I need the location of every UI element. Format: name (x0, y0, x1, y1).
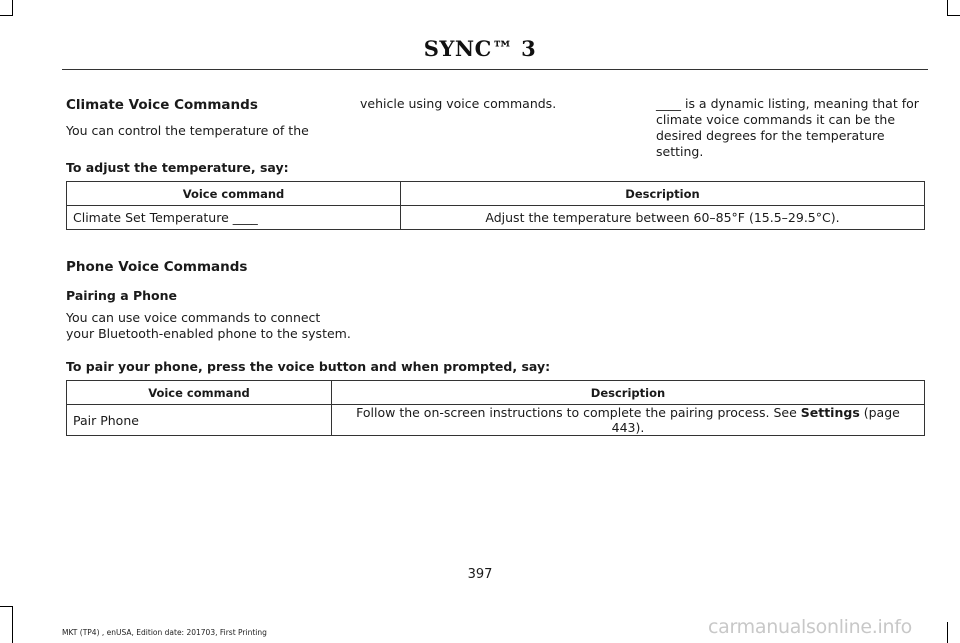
page-reference: (page 443). (611, 405, 900, 435)
page-header-title: SYNC™ 3 (423, 36, 537, 61)
pairing-intro (66, 310, 351, 342)
column-header-voice-command: Voice command (67, 182, 401, 206)
header-divider (62, 69, 928, 70)
watermark: carmanualsonline.info (708, 616, 912, 638)
table-header-row (67, 182, 925, 206)
description-text: Follow the on-screen instructions to complete the pairing process. See (356, 405, 801, 420)
pairing-command-table (66, 380, 925, 436)
crop-mark-bottom-left-v (12, 606, 13, 643)
cell-description (332, 405, 925, 436)
cell-voice-command: Climate Set Temperature ____ (67, 206, 401, 230)
climate-note-line-2: climate voice commands it can be the (656, 112, 896, 127)
crop-mark-top-right-h (947, 15, 960, 16)
column-header-description: Description (332, 381, 925, 405)
pairing-subheading: Pairing a Phone (66, 288, 178, 303)
edition-note: MKT (TP4) , enUSA, Edition date: 201703, First Printing (62, 628, 267, 637)
crop-mark-top-left-h (0, 15, 13, 16)
climate-note-line-3: desired degrees for the temperature setting. (656, 128, 885, 159)
cell-description: Adjust the temperature between 60–85°F (15.5–29.5°C). (401, 206, 925, 230)
table-header-row (67, 381, 925, 405)
cell-voice-command: Pair Phone (67, 405, 332, 436)
crop-mark-bottom-left-h (0, 606, 13, 607)
pairing-intro-line-1: You can use voice commands to connect (66, 310, 321, 325)
crop-mark-top-left-v (12, 0, 13, 16)
crop-mark-top-right-v (947, 0, 948, 16)
table-row (67, 206, 925, 230)
climate-lead-text: To adjust the temperature, say: (66, 160, 289, 175)
column-header-description: Description (401, 182, 925, 206)
column-header-voice-command: Voice command (67, 381, 332, 405)
settings-link[interactable]: Settings (800, 405, 860, 420)
climate-intro-col2: vehicle using voice commands. (360, 96, 557, 111)
crop-mark-bottom-right-v (947, 622, 948, 643)
page-number: 397 (467, 567, 493, 582)
climate-command-table (66, 181, 925, 230)
climate-note (656, 96, 931, 160)
climate-note-line-1: ____ is a dynamic listing, meaning that for (656, 96, 919, 111)
climate-heading: Climate Voice Commands (66, 97, 258, 113)
table-row (67, 405, 925, 436)
pairing-intro-line-2: your Bluetooth-enabled phone to the system. (66, 326, 351, 341)
phone-heading: Phone Voice Commands (66, 259, 248, 275)
pairing-lead-text: To pair your phone, press the voice button and when prompted, say: (66, 359, 551, 374)
climate-intro-col1: You can control the temperature of the (66, 123, 309, 138)
